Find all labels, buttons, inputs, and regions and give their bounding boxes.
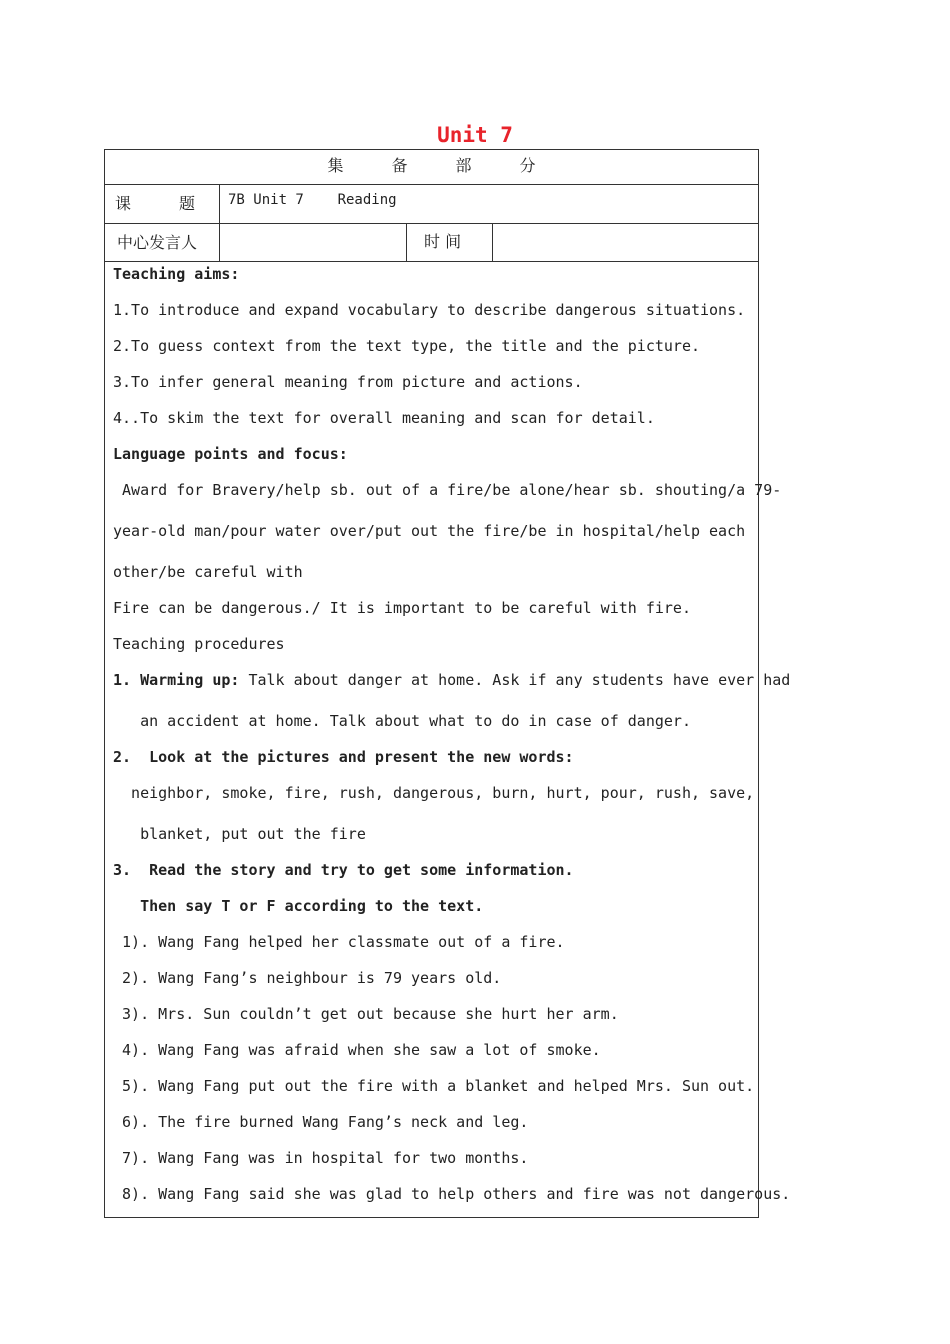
tf-statement: 8). Wang Fang said she was glad to help others and fire was not dangerous. <box>113 1185 791 1203</box>
document-title: Unit 7 <box>437 123 513 147</box>
language-line: other/be careful with <box>113 563 303 581</box>
step-2-label: 2. Look at the pictures and present the new words: <box>113 748 574 766</box>
step-3-instruction: Then say T or F according to the text. <box>113 897 484 915</box>
column-divider <box>406 224 407 261</box>
topic-row <box>105 185 758 224</box>
aim-item: 3.To infer general meaning from picture and actions. <box>113 373 583 391</box>
language-line: Award for Bravery/help sb. out of a fire/be alone/hear sb. shouting/a 79- <box>113 481 782 499</box>
column-divider <box>492 224 493 261</box>
step-1-continued: an accident at home. Talk about what to do in case of danger. <box>113 712 691 730</box>
tf-statement: 3). Mrs. Sun couldn’t get out because she hurt her arm. <box>113 1005 619 1023</box>
tf-statement: 6). The fire burned Wang Fang’s neck and leg. <box>113 1113 529 1131</box>
step-3-label: 3. Read the story and try to get some information. <box>113 861 574 879</box>
aims-heading: Teaching aims: <box>113 265 240 283</box>
tf-statement: 1). Wang Fang helped her classmate out of a fire. <box>113 933 565 951</box>
time-label: 时 间 <box>424 232 462 251</box>
step-1 <box>113 671 790 689</box>
procedures-heading: Teaching procedures <box>113 635 285 653</box>
speaker-label: 中心发言人 <box>117 233 198 252</box>
speaker-row <box>105 224 758 262</box>
language-line: Fire can be dangerous./ It is important to be careful with fire. <box>113 599 691 617</box>
topic-label: 课 题 <box>115 194 196 213</box>
column-divider <box>219 185 220 223</box>
language-heading: Language points and focus: <box>113 445 348 463</box>
step-1-text: Talk about danger at home. Ask if any students have ever had <box>239 671 791 689</box>
tf-statement: 2). Wang Fang’s neighbour is 79 years old. <box>113 969 502 987</box>
tf-statement: 7). Wang Fang was in hospital for two months. <box>113 1149 529 1167</box>
aim-item: 1.To introduce and expand vocabulary to describe dangerous situations. <box>113 301 746 319</box>
aim-item: 4..To skim the text for overall meaning and scan for detail. <box>113 409 655 427</box>
language-line: year-old man/pour water over/put out the fire/be in hospital/help each <box>113 522 746 540</box>
topic-value: 7B Unit 7 Reading <box>228 192 397 208</box>
vocabulary-line: neighbor, smoke, fire, rush, dangerous, burn, hurt, pour, rush, save, <box>113 784 755 802</box>
step-1-label: 1. Warming up: <box>113 671 240 689</box>
aim-item: 2.To guess context from the text type, the title and the picture. <box>113 337 700 355</box>
lesson-plan-table <box>104 149 791 1218</box>
column-divider <box>219 224 220 261</box>
section-header: 集 备 部 分 <box>327 156 536 175</box>
tf-statement: 5). Wang Fang put out the fire with a blanket and helped Mrs. Sun out. <box>113 1077 755 1095</box>
tf-statement: 4). Wang Fang was afraid when she saw a lot of smoke. <box>113 1041 601 1059</box>
vocabulary-line: blanket, put out the fire <box>113 825 366 843</box>
section-header-row <box>105 150 758 185</box>
